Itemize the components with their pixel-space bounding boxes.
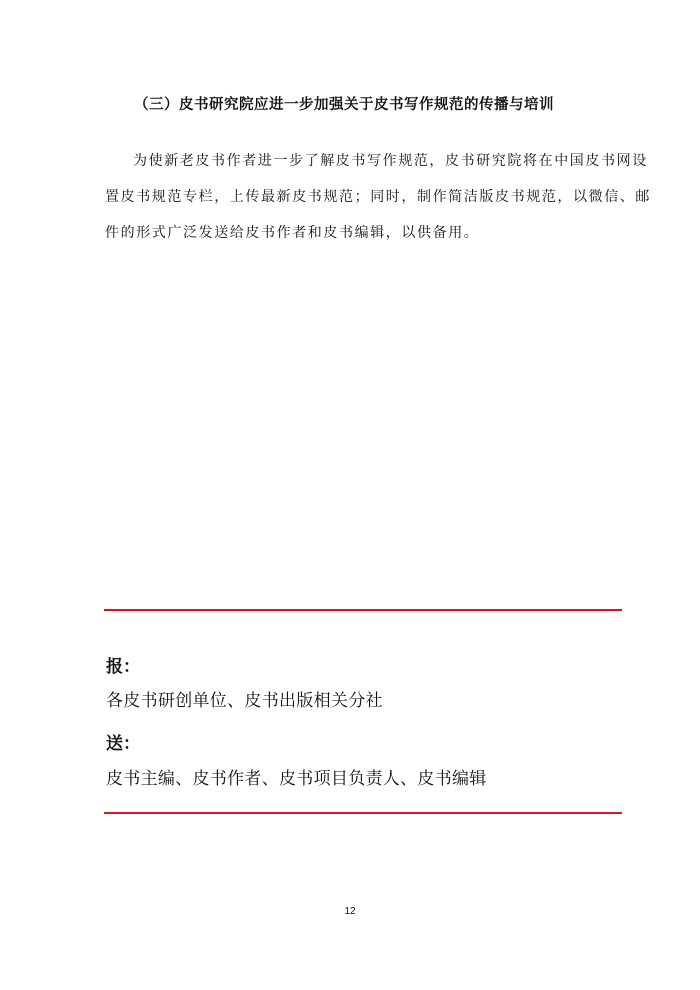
send-to-recipients: 皮书主编、皮书作者、皮书项目负责人、皮书编辑 [106, 769, 487, 789]
report-to-label: 报： [106, 657, 140, 677]
section-heading: （三）皮书研究院应进一步加强关于皮书写作规范的传播与培训 [134, 97, 554, 113]
red-divider-bottom [104, 812, 622, 814]
paragraph-line-1: 为使新老皮书作者进一步了解皮书写作规范，皮书研究院将在中国皮书网设 [133, 153, 648, 169]
report-to-recipients: 各皮书研创单位、皮书出版相关分社 [106, 691, 383, 711]
paragraph-line-2: 置皮书规范专栏，上传最新皮书规范；同时，制作简洁版皮书规范，以微信、邮 [105, 189, 651, 205]
paragraph-line-3: 件的形式广泛发送给皮书作者和皮书编辑，以供备用。 [105, 225, 480, 241]
body-paragraph [105, 143, 651, 251]
send-to-label: 送： [106, 734, 140, 754]
red-divider-top [104, 609, 622, 611]
page-number: 12 [344, 906, 356, 917]
